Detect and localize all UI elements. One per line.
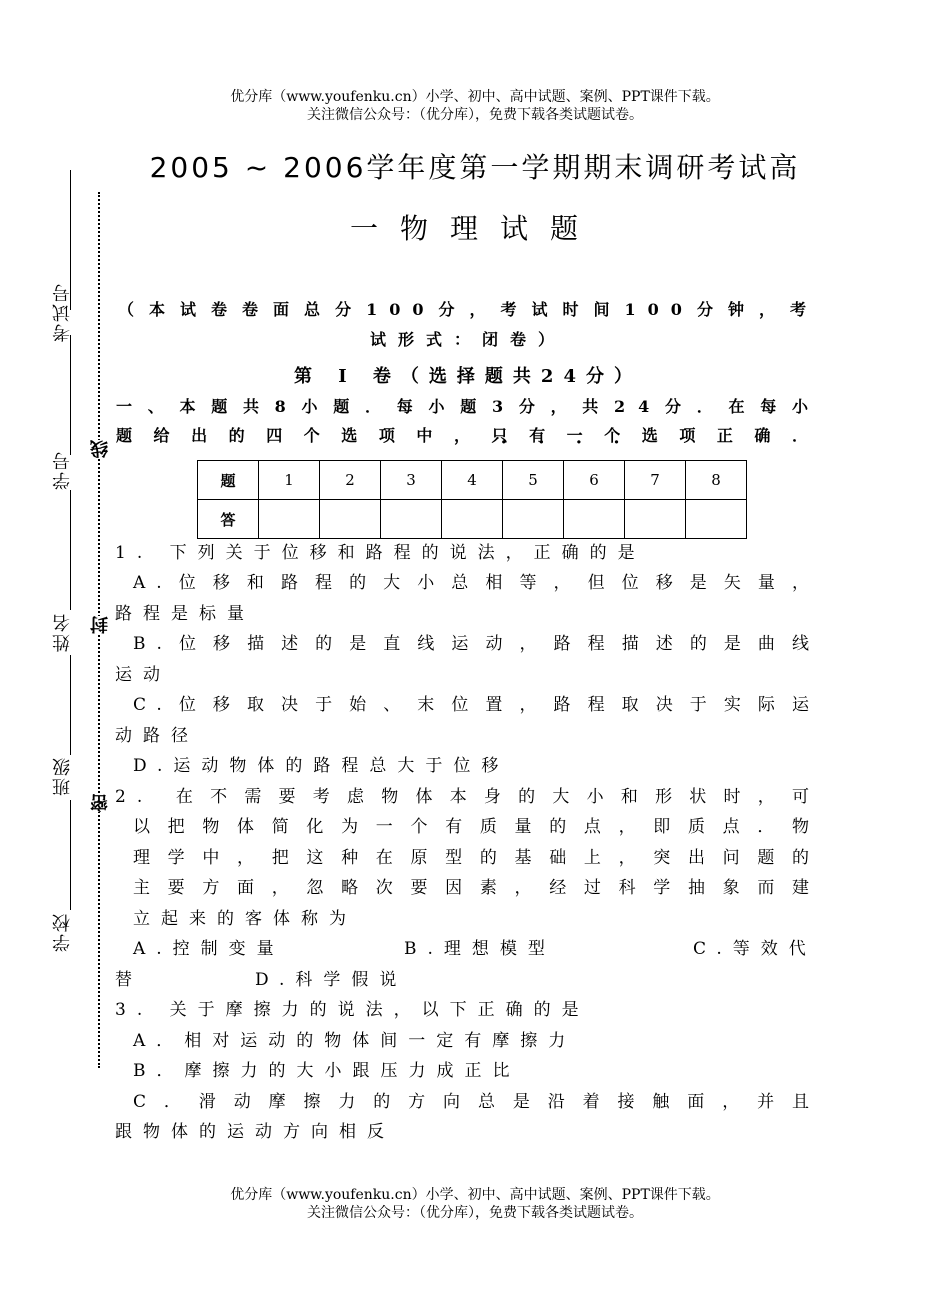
q3-option-c: C．滑动摩擦力的方向总是沿着接触面，并且	[133, 1092, 820, 1112]
label-name: 姓名	[52, 612, 73, 652]
answer-cell[interactable]	[320, 500, 381, 539]
q2-option-c: C.等效代	[693, 939, 817, 959]
q3-option-c-cont: 跟物体的运动方向相反	[115, 1122, 395, 1142]
binding-rule	[70, 335, 71, 455]
answer-cell[interactable]	[259, 500, 320, 539]
answer-label-cell: 答	[198, 500, 259, 539]
instruction-text: 选项正确．	[641, 426, 821, 445]
table-row	[198, 500, 747, 539]
q1-option-a-cont: 路程是标量	[115, 604, 255, 624]
q2-option-d: D.科学假说	[255, 970, 408, 990]
question-number-cell: 3	[381, 461, 442, 500]
question-number-cell: 1	[259, 461, 320, 500]
q1-option-b-cont: 运动	[115, 665, 171, 685]
q3-option-a: A．相对运动的物体间一定有摩擦力	[133, 1031, 577, 1051]
binding-rule	[70, 800, 71, 910]
q1-option-c: C.位移取决于始、末位置，路程取决于实际运	[133, 695, 820, 715]
q3-stem: 3. 关于摩擦力的说法，以下正确的是	[115, 1000, 590, 1020]
emphasis-char: 个	[604, 426, 642, 445]
q1-stem: 1. 下列关于位移和路程的说法，正确的是	[115, 543, 646, 563]
binding-rule	[70, 490, 71, 610]
question-number-cell: 4	[442, 461, 503, 500]
section-heading: 第 Ⅰ 卷（选择题共24分）	[293, 366, 642, 387]
emphasis-char: 有	[529, 426, 567, 445]
answer-cell[interactable]	[381, 500, 442, 539]
answer-table	[197, 460, 747, 539]
instruction-text: 题给出的四个选项中，	[116, 426, 492, 445]
question-number-cell: 6	[564, 461, 625, 500]
footer-watermark-line-1: 优分库（www.youfenku.cn）小学、初中、高中试题、案例、PPT课件下载。	[230, 1187, 720, 1203]
page-title-line-2: 一物理试题	[349, 212, 600, 245]
question-number-cell: 8	[686, 461, 747, 500]
exam-info-line-1: （本试卷卷面总分100分，考试时间100分钟，考	[118, 300, 818, 319]
seal-char-seal: 封	[88, 616, 114, 634]
q2-stem-line-2: 以把物体简化为一个有质量的点，即质点．物	[133, 817, 820, 837]
footer-watermark-line-2: 关注微信公众号：（优分库），免费下载各类试题试卷。	[307, 1205, 643, 1221]
header-label-cell: 题	[198, 461, 259, 500]
instruction-line-1: 一、本题共8小题．每小题3分，共24分．在每小	[116, 397, 821, 416]
q1-option-c-cont: 动路径	[115, 726, 199, 746]
binding-rule	[70, 655, 71, 755]
q2-option-b: B.理想模型	[404, 939, 556, 959]
emphasis-char: 只	[491, 426, 530, 445]
q1-option-d: D.运动物体的路程总大于位移	[133, 756, 510, 776]
exam-info-line-2: 试形式：闭卷）	[369, 330, 566, 349]
q2-stem-line-1: 2. 在不需要考虑物体本身的大小和形状时，可	[115, 787, 820, 807]
answer-cell[interactable]	[564, 500, 625, 539]
q2-stem-line-4: 主要方面，忽略次要因素，经过科学抽象而建	[133, 878, 820, 898]
q1-option-a: A.位移和路程的大小总相等，但位移是矢量，	[133, 573, 820, 593]
q3-option-b: B．摩擦力的大小跟压力成正比	[133, 1061, 521, 1081]
label-school: 学校	[52, 912, 73, 952]
q1-option-b: B.位移描述的是直线运动，路程描述的是曲线	[133, 634, 820, 654]
answer-cell[interactable]	[686, 500, 747, 539]
watermark-line-1: 优分库（www.youfenku.cn）小学、初中、高中试题、案例、PPT课件下载。	[230, 89, 720, 105]
seal-char-close: 密	[88, 794, 114, 812]
question-number-cell: 5	[503, 461, 564, 500]
question-number-cell: 7	[625, 461, 686, 500]
q2-stem-line-3: 理学中，把这种在原型的基础上，突出问题的	[133, 848, 820, 868]
watermark-line-2: 关注微信公众号：（优分库），免费下载各类试题试卷。	[307, 107, 643, 123]
label-class: 班级	[52, 756, 73, 796]
q2-option-c-cont: 替	[115, 970, 143, 990]
seal-char-line: 线	[88, 440, 114, 458]
q2-stem-line-5: 立起来的客体称为	[133, 909, 357, 929]
emphasis-char: 一	[566, 426, 605, 445]
answer-cell[interactable]	[503, 500, 564, 539]
question-number-cell: 2	[320, 461, 381, 500]
answer-cell[interactable]	[625, 500, 686, 539]
instruction-line-2	[116, 421, 821, 450]
table-row	[198, 461, 747, 500]
label-student-number: 学号	[52, 450, 73, 490]
page-title-line-1: 2005 ~ 2006学年度第一学期期末调研考试高	[149, 151, 801, 184]
label-exam-number: 考试号	[52, 282, 73, 342]
q2-option-a: A.控制变量	[133, 939, 285, 959]
answer-cell[interactable]	[442, 500, 503, 539]
